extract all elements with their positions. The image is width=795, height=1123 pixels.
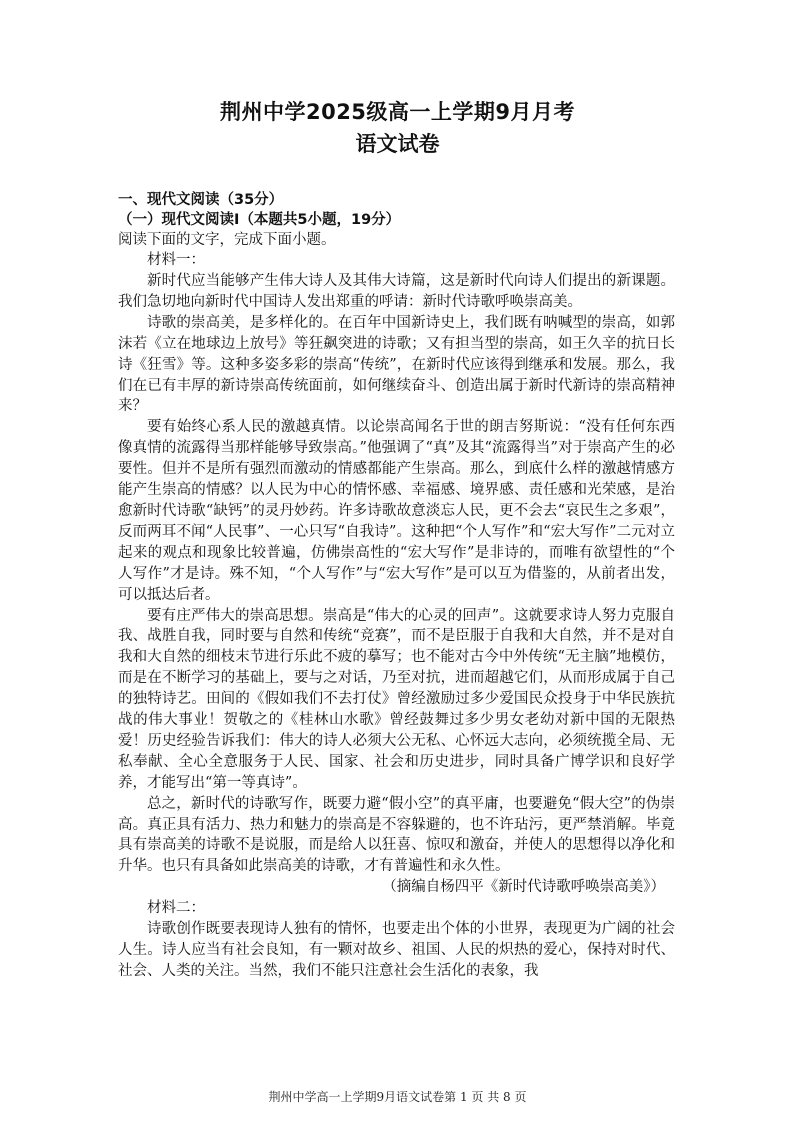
material-label: 材料二： bbox=[147, 900, 205, 917]
exam-subtitle: 语文试卷 bbox=[355, 132, 440, 156]
paragraph: 要有始终心系人民的激越真情。以论崇高闻名于世的朗吉努斯说：“没有任何东西像真情的流露得当那样能够导致崇高。”他强调了“真”及其“流露得当”对于崇高产生的必要性。但并不是所有强烈而激动的情感都能产生崇高。那么，到底什么样的激越情感方能产生崇高的情感？以人民为中心的情怀感、幸福感、境界感、责任感和光荣感，是治愈新时代诗歌“缺钙”的灵丹妙药。许多诗歌故意淡忘人民，更不会去“哀民生之多艰”，反而两耳不闻“人民事”、一心只写“自我诗”。这种把“个人写作”和“宏大写作”二元对立起来的观点和现象比较普遍，仿佛崇高性的“宏大写作”是非诗的，而唯有欲望性的“个人写作”才是诗。殊不知，“个人写作”与“宏大写作”是可以互为借鉴的，从前者出发，可以抵达后者。 bbox=[118, 419, 675, 603]
paragraph: 要有庄严伟大的崇高思想。崇高是“伟大的心灵的回声”。这就要求诗人努力克服自我、战胜自我，同时要与自然和传统“竞赛”，而不是臣服于自我和大自然，并不是对自我和大自然的细枝末节进行乐此不疲的摹写；也不能对古今中外传统“无主脑”地模仿，而是在不断学习的基础上，要与之对话，乃至对抗，进而超越它们，从而形成属于自己的独特诗艺。田间的《假如我们不去打仗》曾经激励过多少爱国民众投身于中华民族抗战的伟大事业！贺敬之的《桂林山水歌》曾经鼓舞过多少男女老幼对新中国的无限热爱！历史经验告诉我们：伟大的诗人必须大公无私、心怀远大志向，必须统揽全局、无私奉献、全心全意服务于人民、国家、社会和历史进步，同时具备广博学识和良好学养，才能写出“第一等真诗”。 bbox=[118, 607, 675, 791]
paragraph: 诗歌的崇高美，是多样化的。在百年中国新诗史上，我们既有呐喊型的崇高，如郭沫若《立在地球边上放号》等狂飙突进的诗歌；又有担当型的崇高，如王久辛的抗日长诗《狂雪》等。这种多姿多彩的崇高“传统”，在新时代应该得到继承和发展。那么，我们在已有丰厚的新诗崇高传统面前，如何继续奋斗、创造出属于新时代新诗的崇高精神来？ bbox=[118, 314, 675, 415]
page-footer: 荆州中学高一上学期9月语文试卷第 1 页 共 8 页 bbox=[268, 1090, 527, 1104]
subsection-heading: （一）现代文阅读Ⅰ（本题共5小题，19分） bbox=[118, 212, 401, 228]
exam-body bbox=[118, 190, 675, 982]
exam-title: 荆州中学2025级高一上学期9月月考 bbox=[219, 100, 576, 124]
section-heading: 一、现代文阅读（35分） bbox=[118, 192, 284, 208]
material-label: 材料一： bbox=[147, 252, 205, 268]
paragraph: 总之，新时代的诗歌写作，既要力避“假小空”的真平庸，也要避免“假大空”的伪崇高。真正具有活力、热力和魅力的崇高是不容躲避的，也不许玷污，更严禁消解。毕竟具有崇高美的诗歌不是说服，而是给人以狂喜、惊叹和激奋，并使人的思想得以净化和升华。也只有具备如此崇高美的诗歌，才有普遍性和永久性。 bbox=[118, 795, 675, 875]
paragraph: 诗歌创作既要表现诗人独有的情怀，也要走出个体的小世界，表现更为广阔的社会人生。诗人应当有社会良知，有一颗对故乡、祖国、人民的炽热的爱心，保持对时代、社会、人类的关注。当然，我们不能只注意社会生活化的表象，我 bbox=[118, 921, 675, 980]
source-citation: （摘编自杨四平《新时代诗歌呼唤崇高美》） bbox=[382, 879, 665, 896]
instruction-text: 阅读下面的文字，完成下面小题。 bbox=[118, 232, 336, 248]
paragraph: 新时代应当能够产生伟大诗人及其伟大诗篇，这是新时代向诗人们提出的新课题。我们急切地向新时代中国诗人发出郑重的呼请：新时代诗歌呼唤崇高美。 bbox=[118, 273, 675, 310]
